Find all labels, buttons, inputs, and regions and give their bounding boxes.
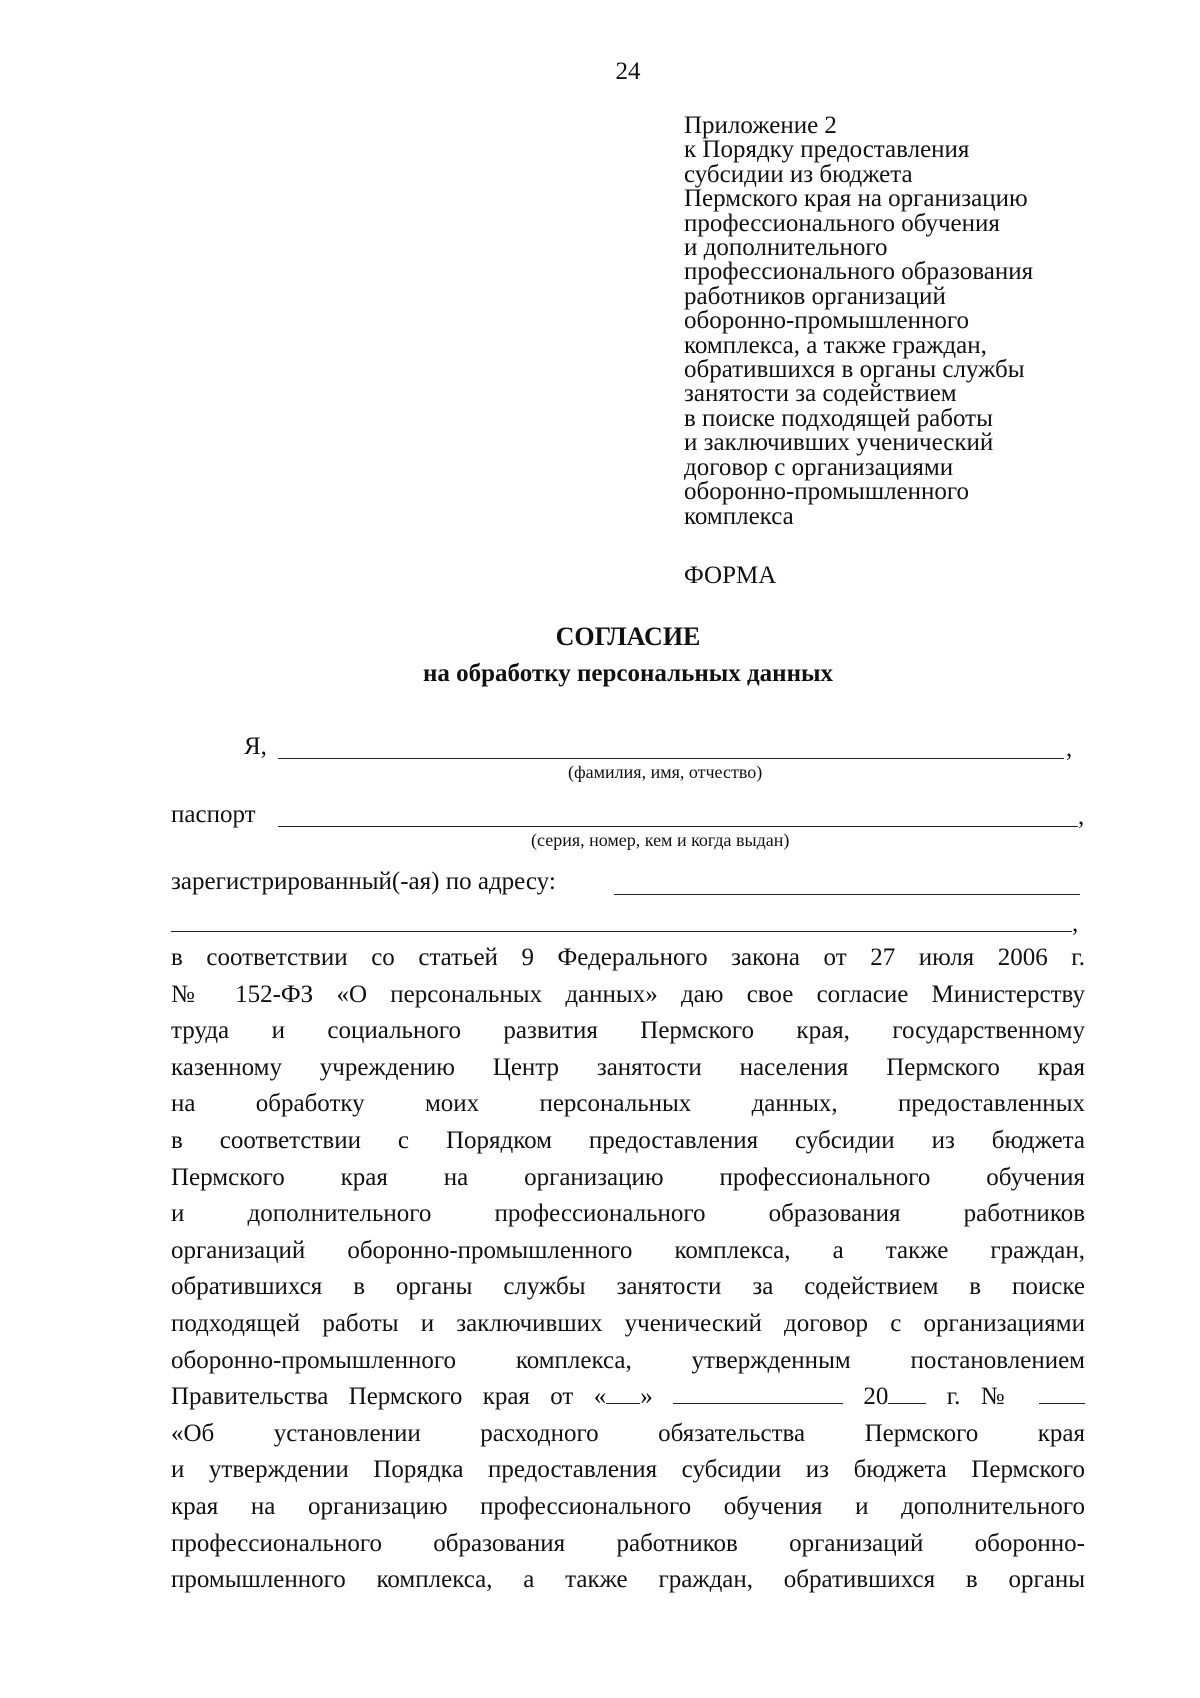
body-line: казенному учреждению Центр занятости населения Пермского края [171, 1053, 1085, 1081]
body-line: в соответствии со статьей 9 Федерального закона от 27 июля 2006 г. [171, 944, 1085, 971]
appendix-line: обратившихся в органы службы [684, 356, 1025, 384]
body-line: на обработку моих персональных данных, предоставленных [171, 1090, 1085, 1118]
appendix-line: к Порядку предоставления [684, 136, 970, 164]
body-line: промышленного комплекса, а также граждан, обратившихся в органы [171, 1566, 1085, 1594]
passport-label: паспорт [171, 801, 256, 828]
passport-caption: (серия, номер, кем и когда выдан) [531, 830, 790, 850]
body-line: и дополнительного профессионального образования работников [171, 1200, 1085, 1228]
decree-part-4: г. № [946, 1383, 1019, 1411]
appendix-line: Пермского края на организацию [684, 185, 1028, 213]
appendix-line: оборонно-промышленного [684, 307, 970, 335]
appendix-line: Приложение 2 [684, 112, 837, 139]
appendix-line: субсидии из бюджета [684, 160, 913, 188]
document-title: СОГЛАСИЕ [555, 622, 701, 651]
address-field-1[interactable] [614, 894, 1080, 895]
body-line: организаций оборонно-промышленного комплекса, а также граждан, [171, 1236, 1085, 1264]
name-caption: (фамилия, имя, отчество) [568, 762, 763, 782]
appendix-line: комплекса, а также граждан, [684, 331, 987, 359]
body-line: № 152-ФЗ «О персональных данных» даю свое согласие Министерству [171, 980, 1085, 1008]
body-line: труда и социального развития Пермского края, государственному [171, 1017, 1085, 1045]
appendix-line: и заключивших ученический [684, 429, 994, 457]
decree-year-blank[interactable] [888, 1383, 926, 1404]
document-subtitle: на обработку персональных данных [423, 660, 833, 687]
decree-number-blank[interactable] [1039, 1383, 1085, 1404]
form-label: ФОРМА [684, 562, 777, 589]
decree-part-2: » [640, 1383, 653, 1411]
decree-part-1: Правительства Пермского края от « [171, 1383, 607, 1411]
appendix-line: договор с организациями [684, 453, 954, 481]
body-line: в соответствии с Порядком предоставления субсидии из бюджета [171, 1126, 1085, 1154]
appendix-line: комплекса [684, 502, 794, 530]
name-comma: , [1066, 735, 1073, 762]
appendix-line: и дополнительного [684, 234, 888, 262]
body-line: «Об установлении расходного обязательства Пермского края [171, 1419, 1085, 1447]
appendix-header [684, 114, 1154, 529]
passport-comma: , [1078, 803, 1085, 830]
page-number: 24 [615, 58, 641, 85]
body-line: обратившихся в органы службы занятости за содействием в поиске [171, 1273, 1085, 1301]
appendix-line: занятости за содействием [684, 380, 957, 408]
passport-field[interactable] [278, 826, 1078, 827]
address-comma: , [1072, 910, 1079, 937]
appendix-line: профессионального обучения [684, 209, 1000, 237]
body-line: профессионального образования работников организаций оборонно- [171, 1529, 1085, 1557]
decree-day-blank[interactable] [606, 1383, 640, 1404]
appendix-line: в поиске подходящей работы [684, 404, 993, 432]
address-field-2[interactable] [171, 931, 1072, 932]
appendix-line: оборонно-промышленного [684, 478, 970, 506]
appendix-line: работников организаций [684, 282, 946, 310]
name-label: Я, [244, 733, 267, 760]
decree-part-3: 20 [863, 1383, 889, 1411]
body-line: подходящей работы и заключивших ученический договор с организациями [171, 1309, 1085, 1337]
address-label: зарегистрированный(-ая) по адресу: [171, 868, 556, 895]
appendix-line: профессионального образования [684, 258, 1034, 286]
body-line: края на организацию профессионального обучения и дополнительного [171, 1492, 1085, 1520]
consent-body [171, 940, 1085, 1599]
body-line: оборонно-промышленного комплекса, утвержденным постановлением [171, 1346, 1085, 1374]
name-field[interactable] [278, 758, 1064, 759]
decree-month-blank[interactable] [673, 1383, 843, 1404]
decree-line [171, 1379, 1085, 1416]
body-line: Пермского края на организацию профессионального обучения [171, 1163, 1085, 1191]
body-line: и утверждении Порядка предоставления субсидии из бюджета Пермского [171, 1456, 1085, 1484]
